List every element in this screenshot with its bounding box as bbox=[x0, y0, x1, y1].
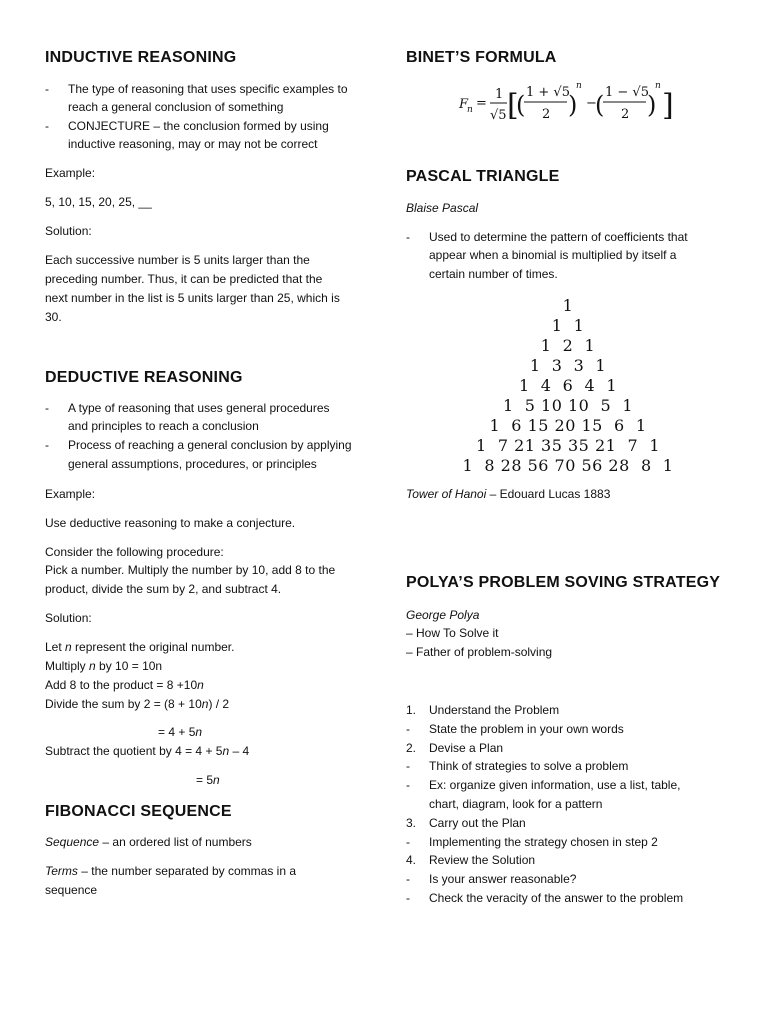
pascal-row: 1 bbox=[562, 296, 574, 315]
pascal-row: 1 1 bbox=[551, 316, 585, 335]
list-item: Ex: organize given information, use a list, table, bbox=[429, 778, 681, 792]
formula-paren-close: ) bbox=[568, 91, 578, 119]
pascal-row: 1 5 10 10 5 1 bbox=[502, 396, 634, 415]
pascal-row: 1 4 6 4 1 bbox=[518, 376, 618, 395]
list-item: Understand the Problem bbox=[429, 703, 560, 717]
formula-minus: − bbox=[586, 96, 597, 111]
bullet-dash: - bbox=[406, 230, 410, 244]
inductive-bullet-1-line-2: reach a general conclusion of something bbox=[68, 100, 284, 114]
list-marker: - bbox=[406, 835, 410, 849]
deductive-heading: DEDUCTIVE REASONING bbox=[45, 369, 243, 386]
deductive-bullet-1-line-2: and principles to reach a conclusion bbox=[68, 419, 259, 433]
deductive-step-3: Add 8 to the product = 8 +10n bbox=[45, 678, 204, 692]
polya-author: George Polya bbox=[406, 608, 480, 622]
pascal-author: Blaise Pascal bbox=[406, 201, 479, 215]
inductive-solution-label: Solution: bbox=[45, 224, 92, 238]
formula-paren-close: ) bbox=[647, 91, 657, 119]
formula-num-minus: 1 − √5 bbox=[605, 85, 649, 100]
binet-heading: BINET’S FORMULA bbox=[406, 49, 557, 66]
list-item: Implementing the strategy chosen in step 2 bbox=[429, 835, 658, 849]
list-marker: 1. bbox=[406, 703, 417, 717]
deductive-bullet-2-line-1: Process of reaching a general conclusion by applying bbox=[68, 438, 352, 452]
formula-bracket-close: ] bbox=[662, 88, 674, 123]
deductive-bullet-2-line-2: general assumptions, procedures, or principles bbox=[68, 457, 317, 471]
list-item: Think of strategies to solve a problem bbox=[429, 759, 629, 773]
deductive-solution-label: Solution: bbox=[45, 611, 92, 625]
polya-note: – Father of problem-solving bbox=[406, 645, 553, 659]
formula-paren-open: ( bbox=[595, 91, 605, 119]
inductive-bullet-2-line-2: inductive reasoning, may or may not be correct bbox=[68, 137, 318, 151]
bullet-dash: - bbox=[45, 438, 49, 452]
pascal-bullet-line: Used to determine the pattern of coefficients that bbox=[429, 230, 688, 244]
pascal-row: 1 6 15 20 15 6 1 bbox=[489, 416, 647, 435]
list-item: Review the Solution bbox=[429, 853, 536, 867]
formula-two: 2 bbox=[621, 107, 630, 122]
list-item: Devise a Plan bbox=[429, 741, 504, 755]
pascal-row: 1 8 28 56 70 56 28 8 1 bbox=[462, 456, 674, 475]
list-marker: - bbox=[406, 872, 410, 886]
formula-one: 1 bbox=[495, 87, 504, 102]
list-item: chart, diagram, look for a pattern bbox=[429, 797, 603, 811]
list-item: Check the veracity of the answer to the problem bbox=[429, 891, 684, 905]
bullet-dash: - bbox=[45, 82, 49, 96]
formula-num-plus: 1 + √5 bbox=[526, 85, 570, 100]
deductive-example-line: Use deductive reasoning to make a conjecture. bbox=[45, 516, 296, 530]
deductive-procedure-line: Pick a number. Multiply the number by 10, add 8 to the bbox=[45, 563, 336, 577]
fibonacci-sequence-def: Sequence – an ordered list of numbers bbox=[45, 835, 252, 849]
formula-paren-open: ( bbox=[516, 91, 526, 119]
inductive-solution-line: next number in the list is 5 units larger than 25, which is bbox=[45, 291, 340, 305]
formula-sub-n: n bbox=[467, 105, 473, 115]
deductive-procedure-line: product, divide the sum by 2, and subtract 4. bbox=[45, 582, 282, 596]
fibonacci-heading: FIBONACCI SEQUENCE bbox=[45, 803, 232, 820]
deductive-step-7: = 5n bbox=[196, 773, 220, 787]
formula-bracket-open: [ bbox=[507, 88, 519, 123]
bullet-dash: - bbox=[45, 119, 49, 133]
binet-formula bbox=[455, 76, 675, 130]
deductive-example-label: Example: bbox=[45, 487, 96, 501]
list-marker: 2. bbox=[406, 741, 417, 755]
inductive-heading: INDUCTIVE REASONING bbox=[45, 49, 237, 66]
deductive-step-6: Subtract the quotient by 4 = 4 + 5n – 4 bbox=[45, 744, 250, 758]
inductive-example: 5, 10, 15, 20, 25, __ bbox=[45, 195, 152, 209]
formula-two: 2 bbox=[542, 107, 551, 122]
list-item: State the problem in your own words bbox=[429, 722, 624, 736]
list-item: Is your answer reasonable? bbox=[429, 872, 577, 886]
formula-power: n bbox=[655, 81, 661, 91]
list-marker: - bbox=[406, 722, 410, 736]
deductive-step-2: Multiply n by 10 = 10n bbox=[45, 659, 163, 673]
pascal-row: 1 2 1 bbox=[540, 336, 596, 355]
formula-f: F bbox=[459, 97, 469, 112]
inductive-bullet-1-line-1: The type of reasoning that uses specific examples to bbox=[68, 82, 348, 96]
fibonacci-terms-def-cont: sequence bbox=[45, 883, 98, 897]
deductive-step-5: = 4 + 5n bbox=[158, 725, 203, 739]
list-marker: - bbox=[406, 759, 410, 773]
deductive-step-4: Divide the sum by 2 = (8 + 10n) / 2 bbox=[45, 697, 230, 711]
pascal-row: 1 7 21 35 35 21 7 1 bbox=[475, 436, 660, 455]
fibonacci-terms-def: Terms – the number separated by commas in a bbox=[45, 864, 297, 878]
inductive-example-label: Example: bbox=[45, 166, 96, 180]
inductive-solution-line: Each successive number is 5 units larger than the bbox=[45, 253, 310, 267]
pascal-heading: PASCAL TRIANGLE bbox=[406, 168, 560, 185]
inductive-solution-line: preceding number. Thus, it can be predicted that the bbox=[45, 272, 323, 286]
list-marker: 4. bbox=[406, 853, 417, 867]
deductive-bullet-1-line-1: A type of reasoning that uses general procedures bbox=[68, 401, 330, 415]
list-item: Carry out the Plan bbox=[429, 816, 526, 830]
deductive-procedure-line: Consider the following procedure: bbox=[45, 545, 224, 559]
list-marker: 3. bbox=[406, 816, 417, 830]
tower-of-hanoi: Tower of Hanoi – Edouard Lucas 1883 bbox=[406, 487, 611, 501]
deductive-step-1: Let n represent the original number. bbox=[45, 640, 235, 654]
formula-power: n bbox=[576, 81, 582, 91]
formula-equals: = bbox=[476, 96, 487, 111]
bullet-dash: - bbox=[45, 401, 49, 415]
list-marker: - bbox=[406, 778, 410, 792]
polya-heading: POLYA’S PROBLEM SOVING STRATEGY bbox=[406, 574, 721, 591]
inductive-bullet-2-line-1: CONJECTURE – the conclusion formed by using bbox=[68, 119, 329, 133]
pascal-bullet-line: appear when a binomial is multiplied by itself a bbox=[429, 248, 677, 262]
polya-note: – How To Solve it bbox=[406, 626, 499, 640]
formula-sqrt5: √5 bbox=[490, 108, 507, 123]
pascal-bullet-line: certain number of times. bbox=[429, 267, 558, 281]
pascal-row: 1 3 3 1 bbox=[529, 356, 607, 375]
inductive-solution-line: 30. bbox=[45, 310, 62, 324]
list-marker: - bbox=[406, 891, 410, 905]
